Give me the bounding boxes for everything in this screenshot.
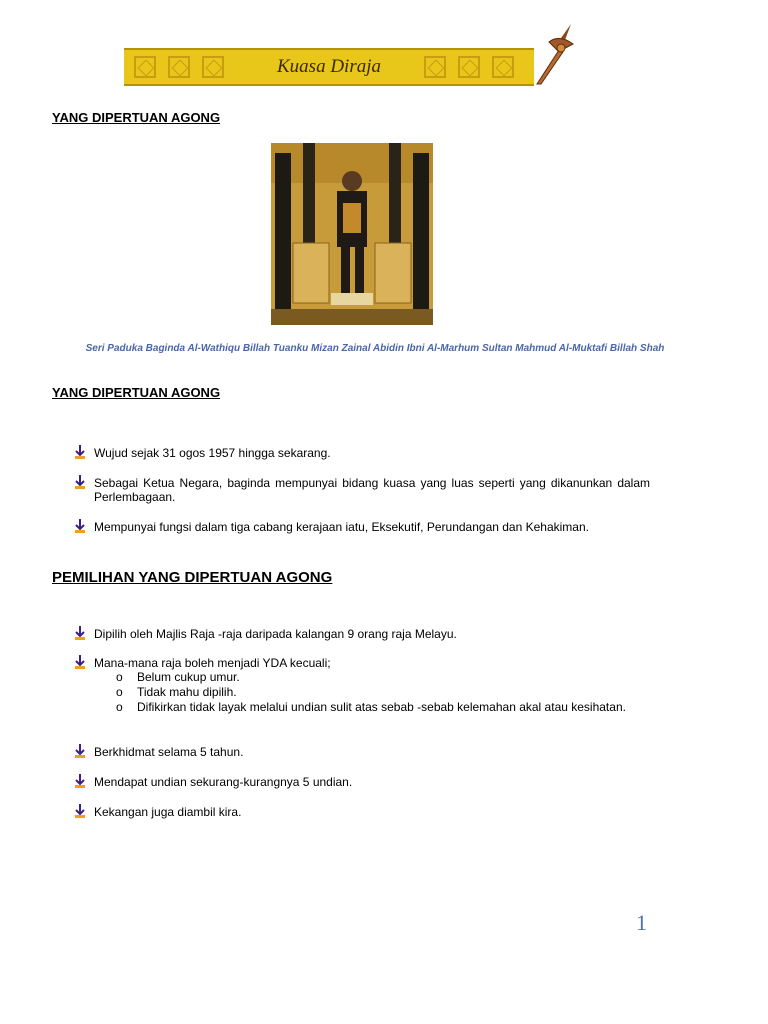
list-item-text: Dipilih oleh Majlis Raja -raja daripada kalangan 9 orang raja Melayu.: [94, 627, 457, 641]
list-item-text: Sebagai Ketua Negara, baginda mempunyai bidang kuasa yang luas seperti yang dikanunkan dalam Perlembagaan.: [94, 476, 650, 504]
banner-motif: [424, 56, 446, 78]
sub-list-text: Difikirkan tidak layak melalui undian sulit atas sebab -sebab kelemahan akal atau kesihatan.: [137, 700, 626, 714]
list-item-text: Mana-mana raja boleh menjadi YDA kecuali;: [94, 656, 331, 670]
list-item: [74, 446, 650, 460]
sub-list-text: Belum cukup umur.: [137, 670, 240, 684]
list-item: [74, 775, 650, 789]
section-heading: PEMILIHAN YANG DIPERTUAN AGONG: [52, 569, 333, 586]
sub-list-item: [116, 700, 650, 715]
bullet-arrow-icon: [74, 475, 86, 489]
banner-motif: [492, 56, 514, 78]
sub-list-item: [116, 685, 650, 700]
bullet-arrow-icon: [74, 744, 86, 758]
sub-list-marker: o: [116, 670, 123, 684]
page-number: 1: [636, 910, 647, 935]
section-heading: YANG DIPERTUAN AGONG: [52, 385, 221, 400]
bullet-arrow-icon: [74, 626, 86, 640]
sub-list-item: [116, 670, 650, 685]
sub-list-marker: o: [116, 685, 123, 699]
list-item-text: Wujud sejak 31 ogos 1957 hingga sekarang.: [94, 446, 331, 460]
photo-caption: Seri Paduka Baginda Al-Wathiqu Billah Tuanku Mizan Zainal Abidin Ibni Al-Marhum Sultan Mahmud Al-Muktafi Billah Shah: [85, 343, 665, 354]
keris-icon: [525, 22, 585, 86]
sub-list-text: Tidak mahu dipilih.: [137, 685, 237, 699]
list-item-text: Kekangan juga diambil kira.: [94, 805, 242, 819]
list-item: [74, 656, 650, 670]
list-item: [74, 627, 650, 641]
banner-motif: [134, 56, 156, 78]
bullet-arrow-icon: [74, 445, 86, 459]
banner-motif: [168, 56, 190, 78]
section-heading: YANG DIPERTUAN AGONG: [52, 110, 221, 125]
banner-motif: [202, 56, 224, 78]
bullet-arrow-icon: [74, 804, 86, 818]
list-item: [74, 476, 650, 504]
list-item-text: Mendapat undian sekurang-kurangnya 5 undian.: [94, 775, 353, 789]
list-item: [74, 805, 650, 819]
list-item-text: Berkhidmat selama 5 tahun.: [94, 745, 244, 759]
bullet-arrow-icon: [74, 655, 86, 669]
list-item-text: Mempunyai fungsi dalam tiga cabang kerajaan iatu, Eksekutif, Perundangan dan Kehakiman.: [94, 520, 589, 534]
list-item: [74, 520, 650, 534]
sub-list-marker: o: [116, 700, 123, 714]
list-item: [74, 745, 650, 759]
bullet-arrow-icon: [74, 774, 86, 788]
banner-motif: [458, 56, 480, 78]
bullet-arrow-icon: [74, 519, 86, 533]
header-banner: [124, 48, 534, 86]
king-portrait-image: [271, 143, 433, 325]
banner-title: Kuasa Diraja: [277, 56, 381, 77]
